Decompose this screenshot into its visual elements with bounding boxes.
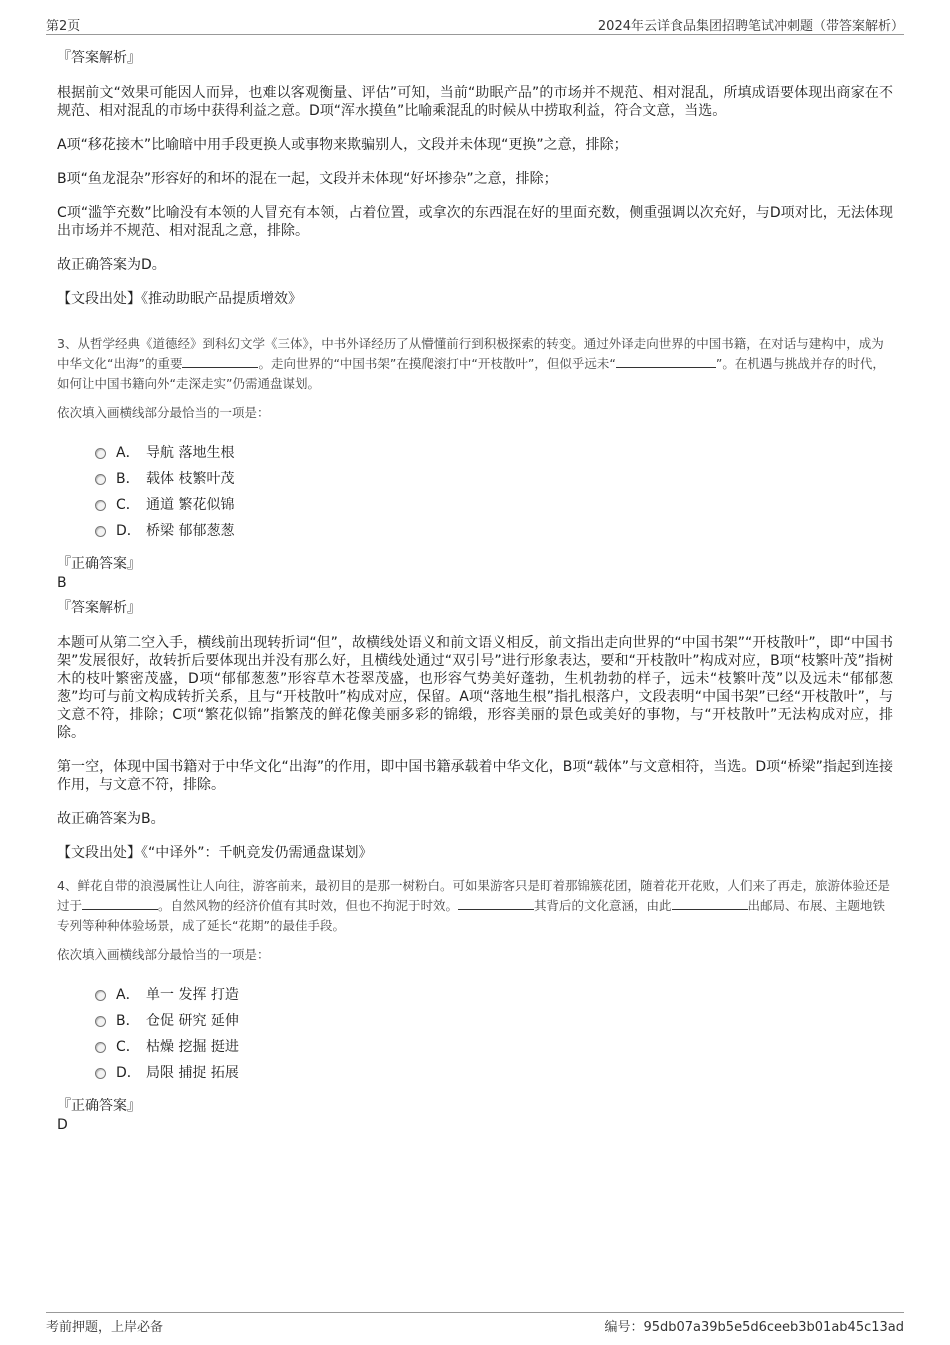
q4-prompt: 依次填入画横线部分最恰当的一项是： xyxy=(57,947,270,962)
q2-analysis-para-1: 根据前文“效果可能因人而异，也难以客观衡量、评估”可知，当前“助眠产品”的市场并不规范、相对混乱，所填成语要体现出商家在不规范、相对混乱的市场中获得利益之意。D项“浑水摸鱼”比喻乘混乱的时候从中捞取利益，符合文意，当选。 xyxy=(57,85,893,119)
q3-analysis-para-1: 本题可从第二空入手，横线前出现转折词“但”，故横线处语义和前文语义相反，前文指出走向世界的“中国书架”“开枝散叶”，即“中国书架”发展很好，故转折后要体现出并没有那么好，且横线处通过“双引号”进行形象表达，要和“开枝散叶”构成对应，B项“枝繁叶茂”指树木的枝叶繁密茂盛，D项“郁郁葱葱”形容草木苍翠茂盛，也形容气势美好蓬勃，生机勃勃的样子，远未“枝繁叶茂”以及远未“郁郁葱葱”均可与前文构成转折关系，且与“开枝散叶”构成对应，保留。A项“落地生根”指扎根落户，文段表明“中国书架”已经“开枝散叶”，与文意不符，排除；C项“繁花似锦”指繁茂的鲜花像美丽多彩的锦缎，形容美丽的景色或美好的事物，与“开枝散叶”无法构成对应，排除。 xyxy=(57,635,893,741)
q3-prompt: 依次填入画横线部分最恰当的一项是： xyxy=(57,405,270,420)
page-number: 第2页 xyxy=(46,19,81,34)
radio-icon[interactable] xyxy=(95,1016,106,1027)
q2-conclusion: 故正确答案为D。 xyxy=(57,257,166,273)
footer-slogan: 考前押题，上岸必备 xyxy=(46,1320,164,1335)
document-id: 编号：95db07a39b5e5d6ceeb3b01ab45c13ad xyxy=(604,1320,904,1335)
q3-option-a[interactable]: A． 导航 落地生根 xyxy=(95,440,893,466)
q3-source: 【文段出处】《“中译外”：千帆竞发仍需通盘谋划》 xyxy=(57,845,373,861)
radio-icon[interactable] xyxy=(95,474,106,485)
q3-answer-label: 『正确答案』 xyxy=(57,556,141,572)
q3-analysis-para-2: 第一空，体现中国书籍对于中华文化“出海”的作用，即中国书籍承载着中华文化，B项“载体”与文意相符，当选。D项“桥梁”指起到连接作用，与文意不符，排除。 xyxy=(57,759,893,793)
q3-blank-1 xyxy=(182,355,258,368)
radio-icon[interactable] xyxy=(95,448,106,459)
q4-option-d[interactable]: D． 局限 捕捉 拓展 xyxy=(95,1060,893,1086)
q4-option-a[interactable]: A． 单一 发挥 打造 xyxy=(95,982,893,1008)
q4-answer: D xyxy=(57,1117,68,1133)
radio-icon[interactable] xyxy=(95,1042,106,1053)
document-title: 2024年云详食品集团招聘笔试冲刺题（带答案解析） xyxy=(597,19,904,34)
page-header xyxy=(46,14,904,35)
page-footer xyxy=(46,1312,904,1333)
radio-icon[interactable] xyxy=(95,1068,106,1079)
radio-icon[interactable] xyxy=(95,500,106,511)
document-body xyxy=(57,44,893,1140)
q3-option-c[interactable]: C． 通道 繁花似锦 xyxy=(95,492,893,518)
q4-blank-1 xyxy=(82,897,158,910)
q3-blank-2 xyxy=(616,355,716,368)
q2-source: 【文段出处】《推动助眠产品提质增效》 xyxy=(57,291,302,307)
q3-option-d[interactable]: D． 桥梁 郁郁葱葱 xyxy=(95,518,893,544)
q4-blank-2 xyxy=(458,897,534,910)
q3-answer: B xyxy=(57,575,67,591)
q4-option-b[interactable]: B． 仓促 研究 延伸 xyxy=(95,1008,893,1034)
q4-blank-3 xyxy=(672,897,748,910)
q2-analysis-para-3: B项“鱼龙混杂”形容好的和坏的混在一起，文段并未体现“好坏掺杂”之意，排除； xyxy=(57,171,558,187)
q3-analysis-label: 『答案解析』 xyxy=(57,600,141,616)
q2-analysis-para-4: C项“滥竽充数”比喻没有本领的人冒充有本领，占着位置，或拿次的东西混在好的里面充数，侧重强调以次充好，与D项对比，无法体现出市场并不规范、相对混乱之意，排除。 xyxy=(57,205,893,239)
radio-icon[interactable] xyxy=(95,990,106,1001)
q3-options xyxy=(95,440,893,544)
q3-conclusion: 故正确答案为B。 xyxy=(57,811,165,827)
q2-analysis-label: 『答案解析』 xyxy=(57,50,141,66)
q3-question-text: 3、从哲学经典《道德经》到科幻文学《三体》，中书外译经历了从懵懂前行到积极探索的转变。通过外译走向世界的中国书籍，在对话与建构中，成为中华文化“出海”的重要 。走向世界的“中国书架”在摸爬滚打中“开枝散叶”，但似乎远未“ ”。在机遇与挑战并存的时代，如何让中国书籍向外“走深走实”仍需通盘谋划。 xyxy=(57,336,885,391)
radio-icon[interactable] xyxy=(95,526,106,537)
q4-question-text: 4、鲜花自带的浪漫属性让人向往，游客前来，最初目的是那一树粉白。可如果游客只是盯着那锦簇花团，随着花开花败，人们来了再走，旅游体验还是过于 。自然风物的经济价值有其时效，但也不拘泥于时效。 其背后的文化意涵，由此 出邮局、布展、主题地铁专列等种种体验场景，成了延长“花期”的最佳手段。 xyxy=(57,878,890,933)
q4-options xyxy=(95,982,893,1086)
q4-option-c[interactable]: C． 枯燥 挖掘 挺进 xyxy=(95,1034,893,1060)
q2-analysis-para-2: A项“移花接木”比喻暗中用手段更换人或事物来欺骗别人，文段并未体现“更换”之意，排除； xyxy=(57,137,628,153)
q4-answer-label: 『正确答案』 xyxy=(57,1098,141,1114)
q3-option-b[interactable]: B． 载体 枝繁叶茂 xyxy=(95,466,893,492)
